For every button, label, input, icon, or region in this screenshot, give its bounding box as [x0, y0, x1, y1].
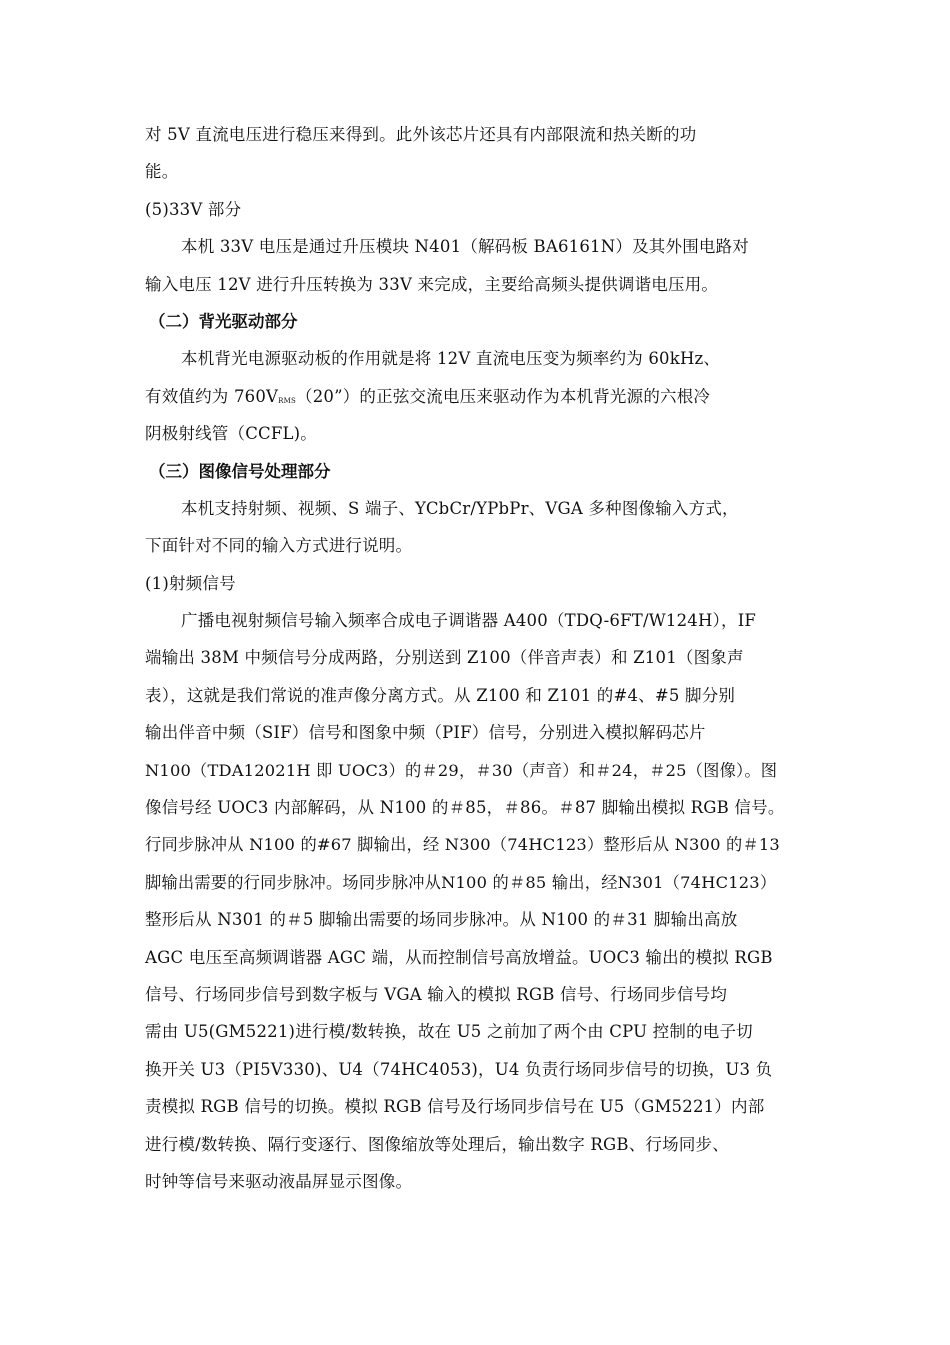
text-line: AGC 电压至高频调谐器 AGC 端，从而控制信号高放增益。UOC3 输出的模拟 RGB — [145, 947, 773, 967]
text-line: 输出伴音中频（SIF）信号和图象中频（PIF）信号，分别进入模拟解码芯片 — [145, 723, 706, 743]
text-line: 信号、行场同步信号到数字板与 VGA 输入的模拟 RGB 信号、行场同步信号均 — [145, 984, 728, 1004]
text-line: 输入电压 12V 进行升压转换为 33V 来完成，主要给高频头提供调谐电压用。 — [145, 274, 719, 294]
text-line: 进行模/数转换、隔行变逐行、图像缩放等处理后，输出数字 RGB、行场同步、 — [145, 1134, 729, 1154]
section-heading: （二）背光驱动部分 — [149, 311, 298, 331]
text-line: 时钟等信号来驱动液晶屏显示图像。 — [145, 1171, 413, 1191]
paragraph-start: 本机 33V 电压是通过升压模块 N401（解码板 BA6161N）及其外围电路对 — [181, 237, 749, 257]
text-line: 阴极射线管（CCFL)。 — [145, 424, 317, 444]
subscript-rms: RMS — [278, 396, 296, 405]
subsection-label: (1)射频信号 — [145, 573, 236, 593]
text-line: 换开关 U3（PI5V330)、U4（74HC4053)，U4 负责行场同步信号的切换，U3 负 — [145, 1059, 773, 1079]
text-line: 责模拟 RGB 信号的切换。模拟 RGB 信号及行场同步信号在 U5（GM5221）内部 — [145, 1097, 765, 1117]
text-segment: （20”）的正弦交流电压来驱动作为本机背光源的六根冷 — [296, 386, 711, 406]
text-line: 像信号经 UOC3 内部解码，从 N100 的＃85，＃86。＃87 脚输出模拟 RGB 信号。 — [145, 798, 785, 818]
paragraph-start: 广播电视射频信号输入频率合成电子调谐器 A400（TDQ-6FT/W124H），IF — [181, 611, 757, 631]
text-line: N100（TDA12021H 即 UOC3）的＃29，＃30（声音）和＃24，＃25（图像）。图 — [145, 760, 778, 780]
text-line: 行同步脉冲从 N100 的#67 脚输出，经 N300（74HC123）整形后从 N300 的＃13 — [145, 835, 780, 855]
subsection-label: (5)33V 部分 — [145, 199, 242, 219]
document-page — [145, 116, 785, 1200]
section-heading: （三）图像信号处理部分 — [149, 461, 331, 481]
text-line: 整形后从 N301 的＃5 脚输出需要的场同步脉冲。从 N100 的＃31 脚输出高放 — [145, 910, 738, 930]
paragraph-start: 本机支持射频、视频、S 端子、YCbCr/YPbPr、VGA 多种图像输入方式， — [181, 498, 739, 518]
text-line: 表），这就是我们常说的准声像分离方式。从 Z100 和 Z101 的#4、#5 脚分别 — [145, 685, 736, 705]
text-line: 对 5V 直流电压进行稳压来得到。此外该芯片还具有内部限流和热关断的功 — [145, 125, 697, 144]
text-line: 能。 — [145, 162, 179, 182]
text-line — [145, 378, 785, 415]
text-line: 需由 U5(GM5221)进行模/数转换，故在 U5 之前加了两个由 CPU 控制的电子切 — [145, 1022, 753, 1042]
text-line: 下面针对不同的输入方式进行说明。 — [145, 536, 413, 556]
text-line: 脚输出需要的行同步脉冲。场同步脉冲从N100 的＃85 输出，经N301（74HC123） — [145, 872, 777, 892]
text-line: 端输出 38M 中频信号分成两路，分别送到 Z100（伴音声表）和 Z101（图象声 — [145, 648, 744, 668]
text-segment: 有效值约为 760V — [145, 386, 279, 406]
paragraph-start: 本机背光电源驱动板的作用就是将 12V 直流电压变为频率约为 60kHz、 — [181, 349, 721, 369]
